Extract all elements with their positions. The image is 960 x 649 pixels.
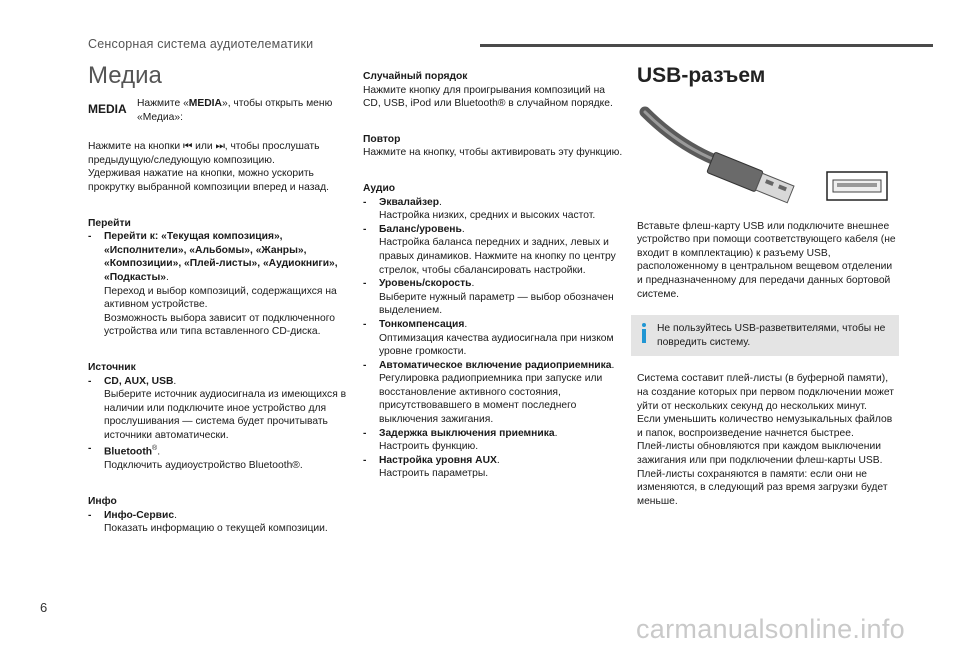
media-instruction: Нажмите «MEDIA», чтобы открыть меню «Медиа»: xyxy=(137,98,333,123)
skip-instruction: Нажмите на кнопки ⏮ или ⏭, чтобы прослушать предыдущую/следующую композицию. xyxy=(88,141,320,166)
audio-item: - Задержка выключения приемника. Настроить функцию. xyxy=(363,427,558,453)
source-heading: Источник xyxy=(88,361,136,373)
media-title: Медиа xyxy=(88,62,162,89)
audio-list xyxy=(363,196,623,481)
watermark: carmanualsonline.info xyxy=(636,614,905,644)
repeat-heading: Повтор xyxy=(363,133,401,145)
note-text: Не пользуйтесь USB-разветвителями, чтобы не повредить систему. xyxy=(657,323,886,348)
usb-note xyxy=(631,315,899,356)
usb-title: USB-разъем xyxy=(637,64,766,87)
audio-item: - Настройка уровня AUX. Настроить параметры. xyxy=(363,454,500,480)
playlist-para-1: Система составит плей-листы (в буферной памяти), на создание которых при первом подключении может уйти от нескольких секунд до нескольких минут. xyxy=(637,373,894,412)
column-media xyxy=(88,62,348,536)
info-item: - Инфо-Сервис. Показать информацию о текущей композиции. xyxy=(88,509,328,535)
column-settings xyxy=(363,70,623,481)
audio-item: - Тонкомпенсация. Оптимизация качества аудиосигнала при низком уровне громкости. xyxy=(363,318,614,358)
audio-item: - Автоматическое включение радиоприемника. Регулировка радиоприемника при запуске или восстановление активного состояния, присутствовавшего в момент последнего выключения зажигания. xyxy=(363,359,615,426)
goto-item: - Перейти к: «Текущая композиция», «Исполнители», «Альбомы», «Жанры», «Композиции», «Плей-листы», «Аудиокниги», «Подкасты». Переход и выбор композиций, содержащихся на активном устройстве. Возможность выбора зависит от подключенного устройства или типа вставленного CD-диска. xyxy=(88,231,338,338)
info-icon xyxy=(637,322,651,349)
column-usb xyxy=(637,62,899,508)
audio-item: - Эквалайзер. Настройка низких, средних и высоких частот. xyxy=(363,196,596,222)
repeat-text: Нажмите на кнопку, чтобы активировать эту функцию. xyxy=(363,147,623,159)
source-item-bluetooth: - Bluetooth®. Подключить аудиоустройство Bluetooth®. xyxy=(88,443,303,472)
audio-item: - Уровень/скорость. Выберите нужный параметр — выбор обозначен выделением. xyxy=(363,278,614,317)
running-header: Сенсорная система аудиотелематики xyxy=(88,37,314,51)
goto-heading: Перейти xyxy=(88,217,131,229)
audio-item: - Баланс/уровень. Настройка баланса передних и задних, левых и правых динамиков. Нажмите на кнопку по центру стрелок, чтобы сбалансировать настройки. xyxy=(363,223,616,276)
playlist-para-3: Плей-листы обновляются при каждом выключении зажигания или при подключении флеш-карты USB. Плей-листы сохраняются в памяти: если они не изменяются, в следующий раз время загрузки будет меньше. xyxy=(637,441,888,507)
hold-instruction: Удерживая нажатие на кнопки, можно ускорить прокрутку выбранной композиции вперед и назад. xyxy=(88,168,330,193)
source-item-cd-aux-usb: - CD, AUX, USB. Выберите источник аудиосигнала из имеющихся в наличии или подключите иное устройство для прослушивания — система будет прочитывать источники автоматически. xyxy=(88,375,347,441)
audio-heading: Аудио xyxy=(363,182,396,194)
media-button-label: MEDIA xyxy=(88,102,127,116)
usb-intro: Вставьте флеш-карту USB или подключите внешнее устройство при помощи соответствующего кабеля (не входит в комплектацию) к разъему USB, расположенному в центральном вещевом отделении и предназначенному для передачи данных бортовой системе. xyxy=(637,220,896,300)
media-row xyxy=(88,97,348,124)
playlist-para-2: Если уменьшить количество немузыкальных файлов и папок, воспроизведение начнется быстрее. xyxy=(637,414,893,439)
bullet-dash: - xyxy=(88,231,92,243)
shuffle-text: Нажмите кнопку для проигрывания композиций на CD, USB, iPod или Bluetooth® в случайном порядке. xyxy=(363,84,613,110)
shuffle-heading: Случайный порядок xyxy=(363,71,468,82)
page-number: 6 xyxy=(40,600,48,615)
header-rule xyxy=(480,44,933,47)
usb-cable-illustration xyxy=(637,96,899,206)
info-heading: Инфо xyxy=(88,496,117,508)
